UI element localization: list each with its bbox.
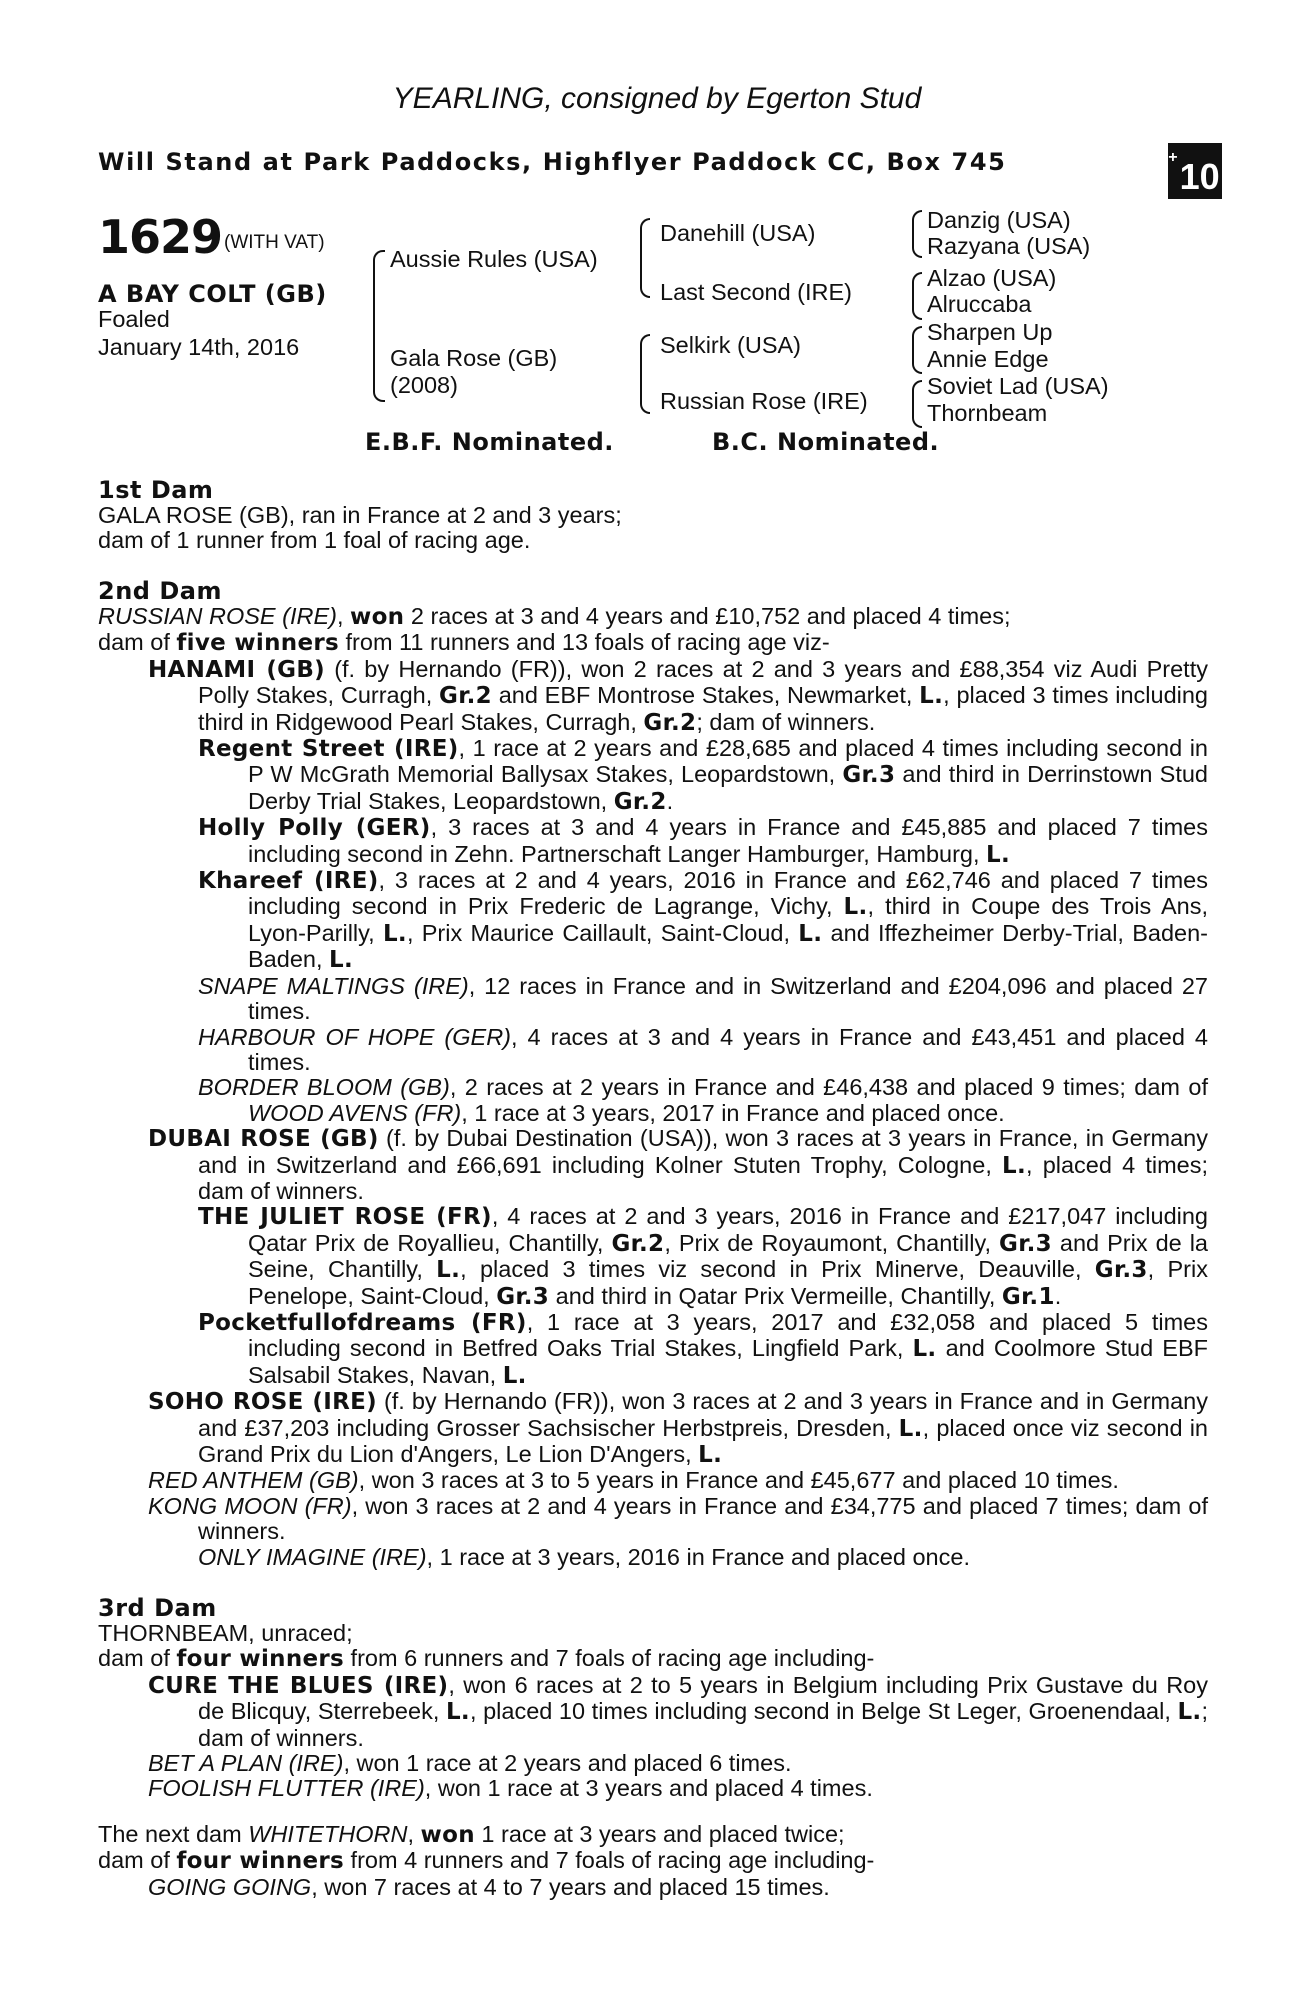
text: . xyxy=(1054,1282,1062,1309)
horse-wood-avens: WOOD AVENS (FR) xyxy=(248,1099,462,1126)
horse-going-going: GOING GOING xyxy=(148,1873,312,1900)
listed: L. xyxy=(1002,1152,1027,1179)
badge-prefix: + xyxy=(1168,149,1178,166)
lot-badge xyxy=(1168,143,1222,199)
grandparent-8: Thornbeam xyxy=(927,400,1048,426)
grandparent-4: Alruccaba xyxy=(927,291,1032,317)
intro2-a: dam of xyxy=(98,629,177,656)
ebf-nomination: E.B.F. Nominated. xyxy=(365,428,614,456)
won-label: won xyxy=(420,1822,475,1848)
text: , 4 races at 3 and 4 years in France and £43,451 and placed 4 times. xyxy=(248,1023,1209,1075)
text: , won 1 race at 3 years and placed 4 times. xyxy=(424,1775,873,1802)
badge-number: 10 xyxy=(1179,156,1220,197)
dam-sire: Selkirk (USA) xyxy=(660,332,802,358)
first-dam-heading: 1st Dam xyxy=(98,476,214,504)
text: (f. by Dubai Destination (USA)), won 3 races at 3 years in France, in Germany and in Switzerland and £66,691 including Kolner Stuten Trophy, Cologne, xyxy=(198,1125,1208,1178)
text: dam of xyxy=(98,1645,177,1672)
brace-sire xyxy=(640,218,650,298)
text: and Prix de la Seine, Chantilly, xyxy=(248,1229,1208,1283)
text: , placed 4 times; dam of winners. xyxy=(198,1151,1209,1204)
horse-red-anthem: RED ANTHEM (GB) xyxy=(148,1467,359,1494)
foaled-label: Foaled xyxy=(98,306,170,332)
text: (f. by Hernando (FR)), won 2 races at 2 and 3 years and £88,354 viz Audi Pretty Polly Stakes, Curragh, xyxy=(198,655,1208,709)
text: . xyxy=(666,787,674,814)
text: , 12 races in France and in Switzerland and £204,096 and placed 27 times. xyxy=(248,972,1208,1025)
entry-pocketfullofdreams xyxy=(98,1310,1208,1389)
third-dam-section xyxy=(98,1595,1208,1802)
horse-hanami: HANAMI (GB) xyxy=(148,656,325,683)
horse-juliet-rose: THE JULIET ROSE (FR) xyxy=(198,1204,492,1231)
lot-number: 1629 xyxy=(98,210,223,264)
horse-khareef: Khareef (IRE) xyxy=(198,868,379,895)
horse-kong-moon: KONG MOON (FR) xyxy=(148,1492,352,1519)
brace-g2 xyxy=(912,272,922,320)
next-dam-section xyxy=(98,1822,1208,1900)
entry-khareef xyxy=(98,868,1208,974)
brace-main xyxy=(373,250,385,402)
third-dam-heading: 3rd Dam xyxy=(98,1594,217,1622)
grade: Gr.3 xyxy=(999,1230,1052,1257)
first-dam-line1: GALA ROSE (GB), ran in France at 2 and 3 years; xyxy=(98,502,622,528)
colt-description: A BAY COLT (GB) xyxy=(98,280,327,308)
bc-nomination: B.C. Nominated. xyxy=(712,428,940,456)
text: , won 1 race at 2 years and placed 6 times. xyxy=(343,1750,792,1777)
entry-juliet-rose xyxy=(98,1204,1208,1310)
brace-g3 xyxy=(912,326,922,374)
text: The next dam xyxy=(98,1821,249,1847)
text: 1 race at 3 years and placed twice; xyxy=(474,1821,845,1847)
text: , Prix de Royaumont, Chantilly, xyxy=(664,1229,1000,1256)
listed: L. xyxy=(1177,1699,1202,1726)
listed: L. xyxy=(843,894,868,921)
listed: L. xyxy=(698,1442,723,1468)
listed: L. xyxy=(986,841,1011,868)
won-label: won xyxy=(350,604,405,630)
grade: Gr.1 xyxy=(1001,1283,1055,1310)
text: and third in Derrinstown Stud Derby Trial Stakes, Leopardstown, xyxy=(248,761,1209,814)
grade: Gr.2 xyxy=(613,788,667,815)
entry-dubai-rose xyxy=(98,1126,1208,1204)
text: , 2 races at 2 years in France and £46,438 and placed 9 times; dam of xyxy=(449,1074,1208,1101)
grade: Gr.2 xyxy=(611,1230,665,1257)
horse-pocketfullofdreams: Pocketfullofdreams (FR) xyxy=(198,1309,527,1336)
text: , 4 races at 2 and 3 years, 2016 in France and £217,047 including Qatar Prix de Royallieu, Chantilly, xyxy=(248,1203,1208,1256)
text: from 4 runners and 7 foals of racing age including- xyxy=(344,1847,875,1874)
second-dam-section xyxy=(98,578,1208,1570)
text: , xyxy=(407,1821,421,1847)
second-dam-intro2 xyxy=(98,630,1208,656)
second-dam-intro: RUSSIAN ROSE (IRE), won 2 races at 3 and 4 years and £10,752 and placed 4 times; xyxy=(98,603,1011,630)
text: , third in Coupe des Trois Ans, Lyon-Parilly, xyxy=(248,893,1209,946)
intro-text: 2 races at 3 and 4 years and £10,752 and placed 4 times; xyxy=(404,603,1011,629)
text: (f. by Hernando (FR)), won 3 races at 2 and 3 years in France and in Germany and £37,203 including Grosser Sachsischer Herbstpreis, Dresden, xyxy=(198,1388,1208,1441)
four-winners: four winners xyxy=(176,1848,345,1875)
entry-border-bloom xyxy=(98,1075,1208,1126)
first-dam-section xyxy=(98,477,1208,554)
horse-only-imagine: ONLY IMAGINE (IRE) xyxy=(198,1543,427,1570)
sire: Aussie Rules (USA) xyxy=(390,246,598,272)
horse-bet-a-plan: BET A PLAN (IRE) xyxy=(148,1750,344,1777)
text: ; dam of winners. xyxy=(696,708,876,735)
horse-foolish-flutter: FOOLISH FLUTTER (IRE) xyxy=(148,1775,425,1802)
second-dam-heading: 2nd Dam xyxy=(98,577,222,605)
horse-snape-maltings: SNAPE MALTINGS (IRE) xyxy=(198,972,469,999)
sire-dam: Last Second (IRE) xyxy=(660,279,853,305)
grandparent-3: Alzao (USA) xyxy=(927,265,1057,291)
grandparent-6: Annie Edge xyxy=(927,346,1049,372)
text: , placed 3 times including third in Ridgewood Pearl Stakes, Curragh, xyxy=(198,682,1209,735)
text: , Prix Penelope, Saint-Cloud, xyxy=(248,1256,1208,1309)
vat-label: (WITH VAT) xyxy=(224,232,325,253)
text: ; dam of winners. xyxy=(198,1698,1208,1751)
brace-g4 xyxy=(912,380,922,428)
dam: Gala Rose (GB) xyxy=(390,345,558,371)
text: , 3 races at 2 and 4 years, 2016 in France and £62,746 and placed 7 times including second in Prix Frederic de Lagrange, Vichy, xyxy=(248,867,1208,920)
horse-whitethorn: WHITETHORN xyxy=(248,1821,408,1847)
text: , won 7 races at 4 to 7 years and placed 15 times. xyxy=(311,1873,830,1900)
entry-harbour-of-hope xyxy=(98,1025,1208,1076)
horse-dubai-rose: DUBAI ROSE (GB) xyxy=(148,1126,379,1153)
four-winners: four winners xyxy=(176,1646,345,1673)
text: and Iffezheimer Derby-Trial, Baden-Baden, xyxy=(248,919,1209,973)
page-title: YEARLING, consigned by Egerton Stud xyxy=(392,82,922,115)
horse-russian-rose: RUSSIAN ROSE (IRE) xyxy=(98,603,337,629)
text: , placed 10 times including second in Belge St Leger, Groenendaal, xyxy=(469,1698,1178,1725)
entry-regent-street xyxy=(98,736,1208,815)
horse-holly-polly: Holly Polly (GER) xyxy=(198,815,431,842)
listed: L. xyxy=(912,1336,937,1363)
listed: L. xyxy=(919,683,944,710)
listed: L. xyxy=(329,947,354,974)
text: , won 3 races at 3 to 5 years in France and £45,677 and placed 10 times. xyxy=(358,1467,1119,1494)
entry-going-going xyxy=(98,1875,1208,1900)
horse-soho-rose: SOHO ROSE (IRE) xyxy=(148,1389,377,1416)
text: , placed once viz second in Grand Prix du Lion d'Angers, Le Lion D'Angers, xyxy=(198,1414,1208,1467)
grandparent-7: Soviet Lad (USA) xyxy=(927,373,1109,399)
text: , 1 race at 3 years, 2017 and £32,058 and placed 5 times including second in Betfred Oaks Trial Stakes, Lingfield Park, xyxy=(248,1308,1208,1362)
stand-location: Will Stand at Park Paddocks, Highflyer Paddock CC, Box 745 xyxy=(98,148,1007,176)
intro2-c: from 11 runners and 13 foals of racing age viz- xyxy=(338,629,830,656)
horse-border-bloom: BORDER BLOOM (GB) xyxy=(198,1074,450,1101)
text: , placed 3 times viz second in Prix Minerve, Deauville, xyxy=(460,1256,1095,1283)
foaled-date: January 14th, 2016 xyxy=(98,334,300,360)
entry-foolish-flutter xyxy=(98,1776,1208,1801)
next-dam-line2 xyxy=(98,1848,1208,1874)
text: and third in Qatar Prix Vermeille, Chantilly, xyxy=(549,1282,1002,1309)
third-dam-line1: THORNBEAM, unraced; xyxy=(98,1620,353,1646)
text: , 1 race at 2 years and £28,685 and placed 4 times including second in P W McGrath Memorial Ballysax Stakes, Leopardstown, xyxy=(248,735,1208,788)
text: , 1 race at 3 years, 2016 in France and placed once. xyxy=(426,1543,970,1570)
listed: L. xyxy=(502,1362,527,1389)
brace-dam xyxy=(640,334,650,414)
text: and Coolmore Stud EBF Salsabil Stakes, Navan, xyxy=(248,1335,1208,1388)
five-winners: five winners xyxy=(176,630,339,657)
grandparent-2: Razyana (USA) xyxy=(927,233,1091,259)
listed: L. xyxy=(798,920,823,947)
text: , won 6 races at 2 to 5 years in Belgium including Prix Gustave du Roy de Blicquy, Sterrebeek, xyxy=(198,1671,1208,1725)
entry-red-anthem xyxy=(98,1468,1208,1493)
text: and EBF Montrose Stakes, Newmarket, xyxy=(491,682,920,709)
first-dam-line2: dam of 1 runner from 1 foal of racing age. xyxy=(98,527,531,554)
grandparent-1: Danzig (USA) xyxy=(927,207,1071,233)
text: , won 3 races at 2 and 4 years in France and £34,775 and placed 7 times; dam of winners. xyxy=(198,1492,1208,1545)
sire-sire: Danehill (USA) xyxy=(660,220,816,246)
entry-kong-moon xyxy=(98,1494,1208,1545)
listed: L. xyxy=(436,1257,461,1284)
grade: Gr.2 xyxy=(643,709,697,736)
text: , 3 races at 3 and 4 years in France and £45,885 and placed 7 times including second in Zehn. Partnerschaft Langer Hamburger, Hamburg, xyxy=(248,814,1209,867)
entry-holly-polly xyxy=(98,815,1208,868)
next-dam-line1 xyxy=(98,1822,1208,1848)
text: dam of xyxy=(98,1847,177,1874)
grade: Gr.3 xyxy=(842,762,896,789)
text: , 1 race at 3 years, 2017 in France and placed once. xyxy=(461,1099,1005,1126)
entry-bet-a-plan xyxy=(98,1751,1208,1776)
listed: L. xyxy=(382,920,407,947)
horse-regent-street: Regent Street (IRE) xyxy=(198,736,459,763)
entry-hanami xyxy=(98,657,1208,736)
listed: L. xyxy=(445,1699,470,1726)
third-dam-line2 xyxy=(98,1646,1208,1672)
brace-g1 xyxy=(912,210,922,258)
entry-only-imagine xyxy=(98,1545,1208,1570)
text: , Prix Maurice Caillault, Saint-Cloud, xyxy=(406,919,799,946)
entry-cure-the-blues xyxy=(98,1673,1208,1751)
grade: Gr.3 xyxy=(1094,1257,1148,1284)
horse-harbour-of-hope: HARBOUR OF HOPE (GER) xyxy=(198,1023,511,1050)
grade: Gr.3 xyxy=(496,1283,550,1310)
dam-year: (2008) xyxy=(390,372,458,398)
dam-dam: Russian Rose (IRE) xyxy=(660,388,868,414)
entry-snape-maltings xyxy=(98,974,1208,1025)
entry-soho-rose xyxy=(98,1389,1208,1468)
text: from 6 runners and 7 foals of racing age including- xyxy=(344,1645,875,1672)
horse-cure-the-blues: CURE THE BLUES (IRE) xyxy=(148,1672,449,1699)
listed: L. xyxy=(898,1415,923,1442)
grandparent-5: Sharpen Up xyxy=(927,319,1053,345)
grade: Gr.2 xyxy=(439,683,492,710)
